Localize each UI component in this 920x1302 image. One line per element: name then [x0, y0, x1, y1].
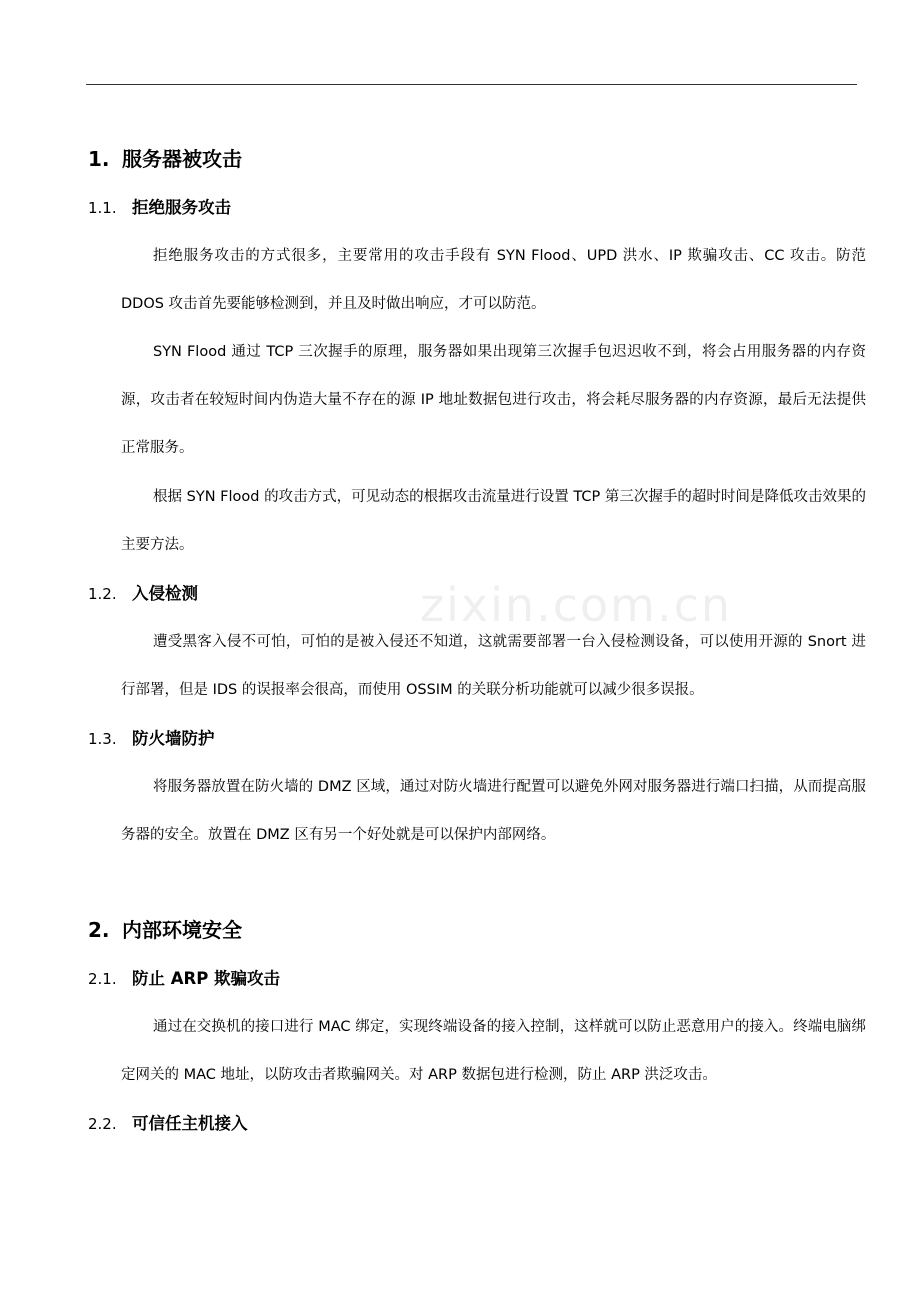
subsection-number: 1.3.	[88, 730, 117, 748]
subsection-number: 2.2.	[88, 1115, 117, 1133]
paragraph: 将服务器放置在防火墙的 DMZ 区域，通过对防火墙进行配置可以避免外网对服务器进行端口扫描，从而提高服务器的安全。放置在 DMZ 区有另一个好处就是可以保护内部网络。	[121, 779, 866, 843]
paragraph: 根据 SYN Flood 的攻击方式，可见动态的根据攻击流量进行设置 TCP 第三次握手的超时时间是降低攻击效果的主要方法。	[121, 489, 866, 553]
subsection-heading	[88, 196, 231, 220]
section-title: 内部环境安全	[122, 918, 242, 942]
section-number: 2.	[88, 918, 110, 942]
subsection-number: 2.1.	[88, 970, 117, 988]
paragraph: 拒绝服务攻击的方式很多，主要常用的攻击手段有 SYN Flood、UPD 洪水、IP 欺骗攻击、CC 攻击。防范 DDOS 攻击首先要能够检测到，并且及时做出响应，才可以防范。	[121, 248, 866, 312]
subsection-heading	[88, 582, 198, 606]
subsection-title: 防止 ARP 欺骗攻击	[132, 969, 281, 988]
paragraph: 遭受黑客入侵不可怕，可怕的是被入侵还不知道，这就需要部署一台入侵检测设备，可以使用开源的 Snort 进行部署，但是 IDS 的误报率会很高，而使用 OSSIM 的关联分析功能就可以减少很多误报。	[121, 634, 866, 698]
section-number: 1.	[88, 147, 110, 171]
subsection-heading	[88, 967, 280, 991]
subsection-title: 可信任主机接入	[132, 1114, 248, 1133]
subsection-number: 1.2.	[88, 585, 117, 603]
section-heading	[88, 146, 242, 172]
subsection-number: 1.1.	[88, 199, 117, 217]
subsection-heading	[88, 727, 215, 751]
subsection-title: 拒绝服务攻击	[132, 198, 231, 217]
section-heading	[88, 917, 242, 943]
header-rule	[86, 84, 857, 85]
watermark: zixin.com.cn	[420, 578, 733, 632]
subsection-title: 防火墙防护	[132, 729, 215, 748]
paragraph: 通过在交换机的接口进行 MAC 绑定，实现终端设备的接入控制，这样就可以防止恶意用户的接入。终端电脑绑定网关的 MAC 地址，以防攻击者欺骗网关。对 ARP 数据包进行检测，防止 ARP 洪泛攻击。	[121, 1019, 866, 1083]
section-title: 服务器被攻击	[122, 147, 242, 171]
paragraph: SYN Flood 通过 TCP 三次握手的原理，服务器如果出现第三次握手包迟迟收不到，将会占用服务器的内存资源，攻击者在较短时间内伪造大量不存在的源 IP 地址数据包进行攻击，将会耗尽服务器的内存资源，最后无法提供正常服务。	[121, 344, 866, 456]
subsection-title: 入侵检测	[132, 584, 198, 603]
subsection-heading	[88, 1112, 248, 1136]
